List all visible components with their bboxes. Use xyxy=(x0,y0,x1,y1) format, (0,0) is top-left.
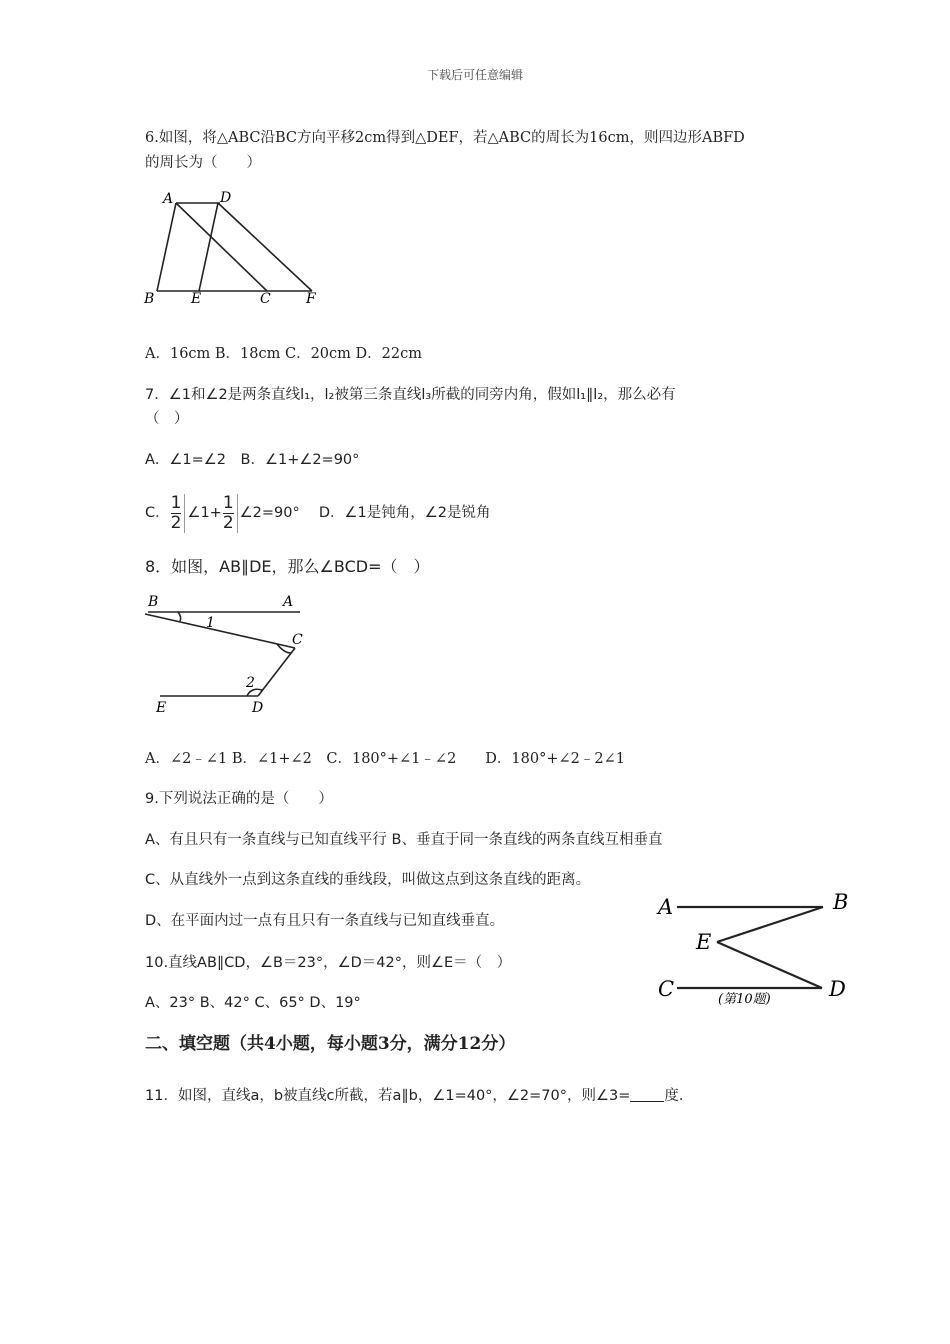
q7-option-c-prefix: C． xyxy=(145,505,170,521)
q8-stem: 8．如图，AB∥DE，那么∠BCD=（ ） xyxy=(145,557,430,576)
q8-line-bc xyxy=(145,614,295,648)
section-2-title: 二、填空题（共4小题，每小题3分，满分12分） xyxy=(145,1034,516,1054)
q10-label-e: E xyxy=(696,930,712,954)
q8-label-e: E xyxy=(156,700,167,716)
q9-stem: 9.下列说法正确的是（ ） xyxy=(145,791,333,807)
q8-label-1: 1 xyxy=(206,615,215,631)
q6-label-a: A xyxy=(163,191,174,207)
q6-label-f: F xyxy=(306,291,316,307)
q11-text-before: 11．如图，直线a，b被直线c所截，若a∥b，∠1=40°，∠2=70°，则∠3= xyxy=(145,1088,631,1104)
q9-option-ab: A、有且只有一条直线与已知直线平行 B、垂直于同一条直线的两条直线互相垂直 xyxy=(145,832,663,848)
q7-fraction-1-num: 1 xyxy=(170,492,182,513)
q8-line-cd xyxy=(258,648,295,696)
q6-options: A．16cm B．18cm C．20cm D．22cm xyxy=(145,346,422,362)
q7-stem-line1: 7．∠1和∠2是两条直线l₁，l₂被第三条直线l₃所截的同旁内角，假如l₁∥l₂，那么必有 xyxy=(145,387,676,403)
q10-label-b: B xyxy=(833,890,849,914)
q10-label-a: A xyxy=(658,895,674,919)
q10-caption: (第10题) xyxy=(718,992,771,1007)
q6-label-b: B xyxy=(144,291,155,307)
q7-option-c-suffix: ∠2=90° D．∠1是钝角，∠2是锐角 xyxy=(239,505,491,521)
q6-figure xyxy=(140,185,330,310)
q7-fraction-1-den: 2 xyxy=(170,512,182,533)
q7-option-c-mid: ∠1+ xyxy=(187,505,222,521)
q7-stem-line2: （ ） xyxy=(145,411,189,427)
q11-stem xyxy=(145,1086,693,1106)
q7-fraction-2-den: 2 xyxy=(222,512,234,533)
q6-line-ab xyxy=(157,203,176,291)
page-header: 下载后可任意编辑 xyxy=(426,68,523,82)
q11-answer-blank xyxy=(630,1087,664,1102)
q9-option-d: D、在平面内过一点有且只有一条直线与已知直线垂直。 xyxy=(145,913,505,929)
q10-line-be xyxy=(717,907,823,942)
q10-figure xyxy=(650,885,855,1013)
q7-fraction-1 xyxy=(170,494,186,533)
q6-label-c: C xyxy=(260,291,271,307)
q6-label-e: E xyxy=(191,291,202,307)
q8-label-a: A xyxy=(283,594,294,610)
q7-options-ab: A．∠1=∠2 B．∠1+∠2=90° xyxy=(145,452,360,468)
q6-stem-line2: 的周长为（ ） xyxy=(145,155,261,171)
q8-label-b: B xyxy=(148,594,159,610)
q8-options: A．∠2﹣∠1 B．∠1+∠2 C．180°+∠1﹣∠2 D．180°+∠2﹣2∠1 xyxy=(145,751,625,767)
q6-line-df xyxy=(218,203,312,291)
q8-label-2: 2 xyxy=(246,675,255,691)
q8-angle-1-arc xyxy=(178,612,181,621)
q7-fraction-2 xyxy=(222,494,238,533)
q7-fraction-2-num: 1 xyxy=(222,492,234,513)
q6-stem-line1: 6.如图，将△ABC沿BC方向平移2cm得到△DEF，若△ABC的周长为16cm，则四边形ABFD xyxy=(145,130,745,146)
q6-line-de xyxy=(199,203,218,291)
q6-line-ac xyxy=(176,203,267,291)
q10-options: A、23° B、42° C、65° D、19° xyxy=(145,995,361,1011)
q10-line-ed xyxy=(717,942,822,988)
q11-text-after: 度． xyxy=(664,1088,694,1104)
q10-label-c: C xyxy=(658,977,675,1001)
q7-options-cd xyxy=(145,490,490,536)
q10-stem: 10.直线AB∥CD，∠B＝23°，∠D＝42°，则∠E＝（ ） xyxy=(145,955,512,971)
q8-label-d: D xyxy=(252,700,264,716)
q9-option-c: C、从直线外一点到这条直线的垂线段，叫做这点到这条直线的距离。 xyxy=(145,872,591,888)
q6-label-d: D xyxy=(220,190,232,206)
q8-figure xyxy=(140,590,305,718)
q10-label-d: D xyxy=(829,977,846,1001)
q8-label-c: C xyxy=(292,632,303,648)
